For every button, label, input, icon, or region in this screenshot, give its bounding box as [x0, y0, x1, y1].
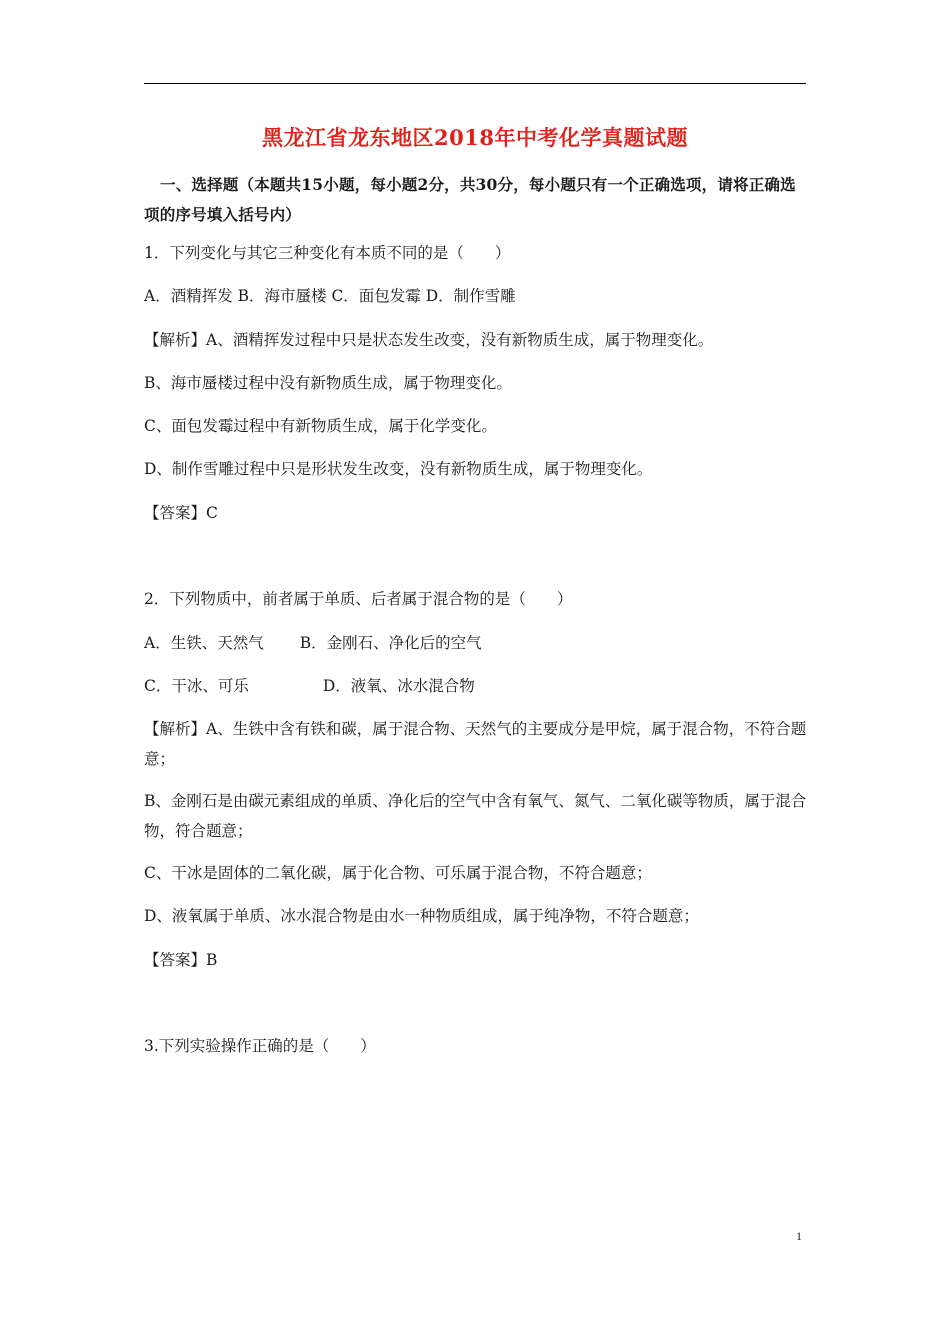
question-1-options: A．酒精挥发 B．海市蜃楼 C．面包发霉 D．制作雪雕	[144, 287, 516, 305]
question-2-analysis-d: D、液氧属于单质、冰水混合物是由水一种物质组成，属于纯净物，不符合题意；	[144, 907, 699, 925]
section-heading: 一、选择题（本题共15小题，每小题2分，共30分，每小题只有一个正确选项，请将正确选项的序号填入括号内）	[144, 175, 796, 224]
question-2-option-d: D．液氧、冰水混合物	[322, 677, 475, 695]
question-1-analysis-c: C、面包发霉过程中有新物质生成，属于化学变化。	[144, 417, 497, 435]
question-2-analysis-b: B、金刚石是由碳元素组成的单质、净化后的空气中含有氧气、氮气、二氧化碳等物质，属于混合物，符合题意；	[144, 792, 807, 840]
header-rule	[144, 83, 806, 84]
question-2-answer: 【答案】B	[144, 951, 218, 969]
question-2-option-c: C．干冰、可乐	[144, 677, 249, 695]
question-2-options-row-2	[144, 671, 808, 701]
page-title: 黑龙江省龙东地区2018年中考化学真题试题	[262, 125, 688, 150]
question-2-option-b: B．金刚石、净化后的空气	[299, 634, 482, 652]
question-2-stem: 2．下列物质中，前者属于单质、后者属于混合物的是（ ）	[144, 590, 573, 608]
question-2-options-row-1	[144, 628, 808, 658]
page-number: 1	[796, 1229, 802, 1243]
question-1-answer: 【答案】C	[144, 504, 218, 522]
question-1-analysis-b: B、海市蜃楼过程中没有新物质生成，属于物理变化。	[144, 374, 512, 392]
question-2-analysis-c: C、干冰是固体的二氧化碳，属于化合物、可乐属于混合物，不符合题意；	[144, 864, 652, 882]
question-2-option-a: A．生铁、天然气	[144, 634, 264, 652]
question-1-analysis-a: 【解析】A、酒精挥发过程中只是状态发生改变，没有新物质生成，属于物理变化。	[144, 331, 714, 349]
question-2-analysis-a: 【解析】A、生铁中含有铁和碳，属于混合物、天然气的主要成分是甲烷，属于混合物，不符合题意；	[144, 720, 807, 768]
question-1-stem: 1．下列变化与其它三种变化有本质不同的是（ ）	[144, 244, 511, 262]
question-3-stem: 3.下列实验操作正确的是（ ）	[144, 1037, 376, 1055]
question-1-analysis-d: D、制作雪雕过程中只是形状发生改变，没有新物质生成，属于物理变化。	[144, 460, 653, 478]
